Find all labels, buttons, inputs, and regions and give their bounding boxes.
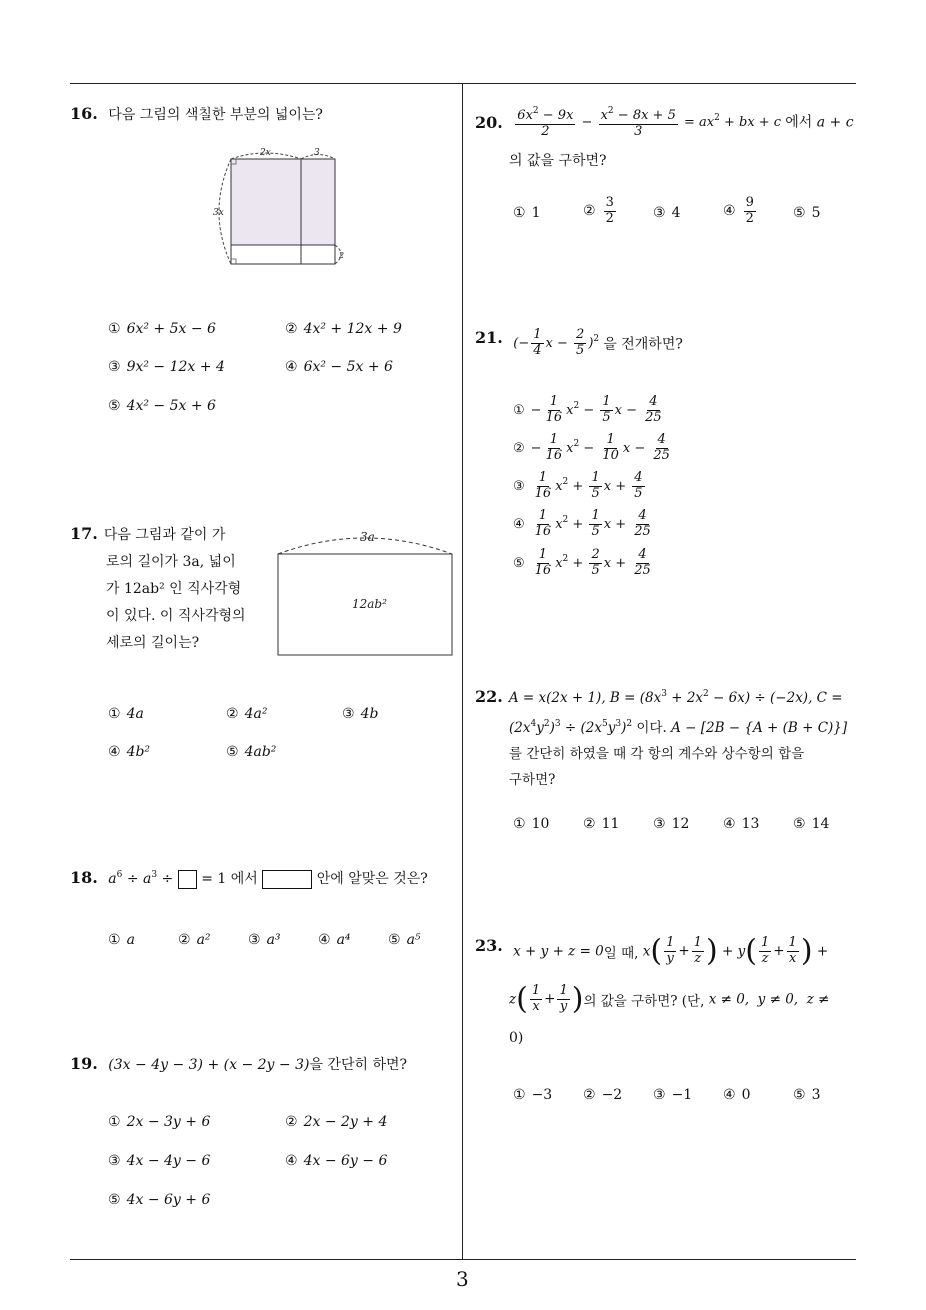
q20-choice-2-text: $\frac{3}{2}$ — [605, 195, 614, 226]
q23-line-2: z( $\frac{1}{x}$ + $\frac{1}{y}$ )의 값을 구하면? (단, x ≠ 0, y ≠ 0, z ≠ — [509, 981, 830, 1017]
q16-choice-4-text: 6x² − 5x + 6 — [303, 359, 393, 375]
q20-choice-5[interactable] — [793, 205, 820, 221]
q19-choice-3[interactable] — [108, 1153, 210, 1169]
q19-choice-4-text: 4x − 6y − 6 — [303, 1153, 388, 1169]
q16-number: 16. — [70, 104, 98, 123]
q20-choice-3-text: 4 — [671, 205, 681, 221]
q18-choice-5-marker: ⑤ — [388, 932, 401, 948]
q19-choice-5[interactable] — [108, 1192, 210, 1208]
q16-label-2: 2 — [339, 251, 345, 260]
q17-line-2: 로의 길이가 3a, 넓이 — [106, 554, 236, 570]
q22-choice-3-text: 12 — [671, 816, 690, 832]
q19-choice-1-text: 2x − 3y + 6 — [126, 1114, 211, 1130]
q23-number: 23. — [475, 936, 503, 955]
q20-choice-4-marker: ④ — [723, 203, 736, 220]
q21-heading — [475, 328, 683, 359]
q19-choice-3-text: 4x − 4y − 6 — [126, 1153, 211, 1169]
q19-heading — [70, 1054, 407, 1074]
q19-number: 19. — [70, 1054, 98, 1073]
q22-choice-4-text: 13 — [741, 816, 760, 832]
q20-a-plus-c: a + c — [816, 114, 854, 131]
q21-choice-4-marker: ④ — [513, 516, 525, 532]
q21-choice-2[interactable]: ② − $\frac{1}{16}$ $x^2$ − $\frac{1}{10}$ x − $\frac{4}{25}$ — [513, 432, 670, 463]
q20-choice-5-marker: ⑤ — [793, 205, 806, 221]
q20-number: 20. — [475, 112, 503, 132]
q17-choice-2[interactable] — [226, 706, 267, 722]
q17-text-block — [70, 520, 246, 657]
q17-label-3a: 3a — [360, 530, 375, 544]
q19-choice-4-marker: ④ — [285, 1153, 298, 1169]
q16-choice-1-marker: ① — [108, 321, 121, 337]
q22-choice-5[interactable] — [793, 816, 829, 832]
q23-choice-2-marker: ② — [583, 1087, 596, 1103]
q16-label-2x: 2x — [260, 148, 271, 158]
q16-choice-3-marker: ③ — [108, 359, 121, 375]
q21-prompt-tail: 을 전개하면? — [603, 336, 683, 353]
q19-choice-4[interactable] — [285, 1153, 387, 1169]
q18-text-mid: = 1 에서 — [201, 871, 258, 887]
column-divider — [462, 83, 463, 1260]
q16-choice-1-text: 6x² + 5x − 6 — [126, 321, 216, 337]
q20-expression: $\frac{6x^2 - 9x}{2}$ − $\frac{x^2 - 8x + 5}{3}$ = $ax^2$ + bx + c — [517, 106, 786, 139]
q16-choice-4[interactable] — [285, 359, 393, 375]
q18-choice-2-text: a² — [196, 932, 211, 948]
q21-choice-2-marker: ② — [513, 440, 525, 456]
q21-choice-1[interactable]: ① − $\frac{1}{16}$ $x^2$ − $\frac{1}{5}$ x − $\frac{4}{25}$ — [513, 394, 662, 425]
q23-choice-5-text: 3 — [811, 1087, 821, 1103]
q23-choice-5[interactable] — [793, 1087, 820, 1103]
q21-choice-1-marker: ① — [513, 402, 525, 418]
q19-choice-1[interactable] — [108, 1114, 210, 1130]
q22-choice-4-marker: ④ — [723, 816, 736, 832]
q18-choice-4-marker: ④ — [318, 932, 331, 948]
q20-choice-1-marker: ① — [513, 205, 526, 221]
q17-choice-1[interactable] — [108, 706, 144, 722]
q22-choice-3[interactable] — [653, 816, 689, 832]
q17-choice-1-text: 4a — [126, 706, 144, 722]
q20-line2: 의 값을 구하면? — [509, 153, 607, 169]
q19-expression: (3x − 4y − 3) + (x − 2y − 3) — [108, 1057, 310, 1073]
q18-small-blank[interactable] — [178, 870, 197, 889]
q23-choice-3[interactable] — [653, 1087, 692, 1103]
q22-line-1: 22. A = x(2x + 1), $B = (8x^3 + 2x^2 - 6x) \div (-2x)$, C = — [475, 687, 843, 706]
q22-choice-1[interactable] — [513, 816, 549, 832]
q23-choice-4[interactable] — [723, 1087, 750, 1103]
q19-prompt-tail: 을 간단히 하면? — [309, 1057, 408, 1073]
q23-choice-5-marker: ⑤ — [793, 1087, 806, 1103]
q16-figure — [205, 142, 355, 272]
q20-text-mid: 에서 — [785, 114, 813, 131]
q17-line-4: 이 있다. 이 직사각형의 — [106, 608, 246, 624]
q16-choice-2[interactable] — [285, 321, 402, 337]
q18-choice-5-text: a⁵ — [406, 932, 421, 948]
q19-choice-2[interactable] — [285, 1114, 387, 1130]
q16-choice-3-text: 9x² − 12x + 4 — [126, 359, 225, 375]
q17-line-5: 세로의 길이는? — [106, 635, 200, 651]
q18-choice-1-text: a — [126, 932, 135, 948]
q18-choice-4[interactable] — [318, 932, 351, 948]
q20-choice-2[interactable] — [583, 196, 618, 227]
q18-expression: $a^6 \div a^3$ ÷ — [108, 870, 178, 887]
bottom-rule — [70, 1259, 856, 1260]
q18-choice-2-marker: ② — [178, 932, 191, 948]
q21-choice-5-marker: ⑤ — [513, 555, 525, 571]
q23-choice-3-marker: ③ — [653, 1087, 666, 1103]
q23-choice-4-text: 0 — [741, 1087, 751, 1103]
q17-line-1: 다음 그림과 같이 가 — [103, 527, 226, 543]
q17-choice-5-marker: ⑤ — [226, 744, 239, 760]
q23-choice-3-text: −1 — [671, 1087, 693, 1103]
q19-choice-2-text: 2x − 2y + 4 — [303, 1114, 388, 1130]
q20-choice-1[interactable] — [513, 205, 540, 221]
q18-choice-5[interactable] — [388, 932, 421, 948]
q20-choice-4[interactable] — [723, 196, 758, 227]
q17-label-area: 12ab² — [352, 597, 387, 611]
q23-choice-2[interactable] — [583, 1087, 622, 1103]
q17-number: 17. — [70, 524, 98, 543]
q18-choice-3-marker: ③ — [248, 932, 261, 948]
q21-number: 21. — [475, 328, 503, 347]
q18-choice-1-marker: ① — [108, 932, 121, 948]
q16-shaded-region — [231, 159, 335, 245]
q18-text-end: 안에 알맞은 것은? — [316, 871, 428, 887]
q23-choice-4-marker: ④ — [723, 1087, 736, 1103]
q23-choice-1[interactable] — [513, 1087, 552, 1103]
q17-choice-4-marker: ④ — [108, 744, 121, 760]
q19-choice-1-marker: ① — [108, 1114, 121, 1130]
q16-heading — [70, 104, 323, 124]
q17-choice-3[interactable] — [342, 706, 378, 722]
q16-label-3: 3 — [314, 148, 320, 158]
q16-choice-3[interactable] — [108, 359, 225, 375]
q22-choice-2-text: 11 — [601, 816, 620, 832]
q18-choice-4-text: a⁴ — [336, 932, 351, 948]
q22-choice-3-marker: ③ — [653, 816, 666, 832]
q17-choice-2-text: 4a² — [244, 706, 268, 722]
q16-choice-5[interactable] — [108, 398, 216, 414]
q16-choice-5-marker: ⑤ — [108, 398, 121, 414]
q20-choice-5-text: 5 — [811, 205, 821, 221]
q22-choice-1-marker: ① — [513, 816, 526, 832]
q19-choice-5-text: 4x − 6y + 6 — [126, 1192, 211, 1208]
q18-choice-3[interactable] — [248, 932, 281, 948]
q18-answer-blank[interactable] — [262, 870, 312, 889]
q16-choice-5-text: 4x² − 5x + 6 — [126, 398, 216, 414]
q18-choice-3-text: a³ — [266, 932, 281, 948]
q19-choice-3-marker: ③ — [108, 1153, 121, 1169]
q22-choice-5-text: 14 — [811, 816, 830, 832]
q20-choice-3-marker: ③ — [653, 205, 666, 221]
q23-choice-1-marker: ① — [513, 1087, 526, 1103]
q22-line-4: 구하면? — [509, 772, 556, 788]
q23-text-when: 일 때, — [603, 945, 639, 962]
q16-choice-2-text: 4x² + 12x + 9 — [303, 321, 402, 337]
q20-choice-4-text: $\frac{9}{2}$ — [745, 195, 754, 226]
q16-choice-1[interactable] — [108, 321, 216, 337]
q22-text-line2: 이다. — [636, 720, 667, 736]
q16-prompt: 다음 그림의 색칠한 부분의 넓이는? — [108, 107, 323, 123]
q22-choice-5-marker: ⑤ — [793, 816, 806, 832]
q16-choice-2-marker: ② — [285, 321, 298, 337]
q17-line-3: 가 12ab² 인 직사각형 — [106, 581, 242, 597]
q16-label-3x: 3x — [213, 208, 224, 218]
q22-choice-4[interactable] — [723, 816, 759, 832]
q17-choice-5[interactable] — [226, 744, 276, 760]
q22-block — [475, 681, 847, 793]
q23-choice-2-text: −2 — [601, 1087, 623, 1103]
q21-choice-3-marker: ③ — [513, 478, 525, 494]
q22-line-3: 를 간단히 하였을 때 각 항의 계수와 상수항의 합을 — [509, 746, 805, 762]
q17-choice-5-text: 4ab² — [244, 744, 277, 760]
q22-line-2: $(2x^4y^2)^3 \div (2x^5y^3)^2$ 이다. A − [2B − {A + (B + C)}] — [509, 719, 848, 736]
q22-choice-2[interactable] — [583, 816, 619, 832]
q17-choice-2-marker: ② — [226, 706, 239, 722]
q23-text-tail: 의 값을 구하면? (단, — [583, 993, 705, 1010]
q18-number: 18. — [70, 868, 98, 887]
q17-choice-3-text: 4b — [360, 706, 379, 722]
q20-choice-1-text: 1 — [531, 205, 541, 221]
q17-choice-1-marker: ① — [108, 706, 121, 722]
q21-choice-5[interactable]: ⑤ $\frac{1}{16}$ $x^2$ + $\frac{2}{5}$ x + $\frac{4}{25}$ — [513, 547, 651, 578]
q17-choice-4[interactable] — [108, 744, 150, 760]
q23-line-3: 0) — [509, 1030, 524, 1046]
q22-choice-1-text: 10 — [531, 816, 550, 832]
q23-line-1: 23. x + y + z = 0일 때, x( $\frac{1}{y}$ + $\frac{1}{z}$ ) + y( $\frac{1}{z}$ + $\frac{1}{x}$ ) + — [475, 933, 829, 969]
q22-choice-2-marker: ② — [583, 816, 596, 832]
q18-choice-2[interactable] — [178, 932, 211, 948]
q21-choice-3[interactable]: ③ $\frac{1}{16}$ $x^2$ + $\frac{1}{5}$ x + $\frac{4}{5}$ — [513, 470, 643, 501]
page-number: 3 — [456, 1267, 469, 1291]
q20-choice-3[interactable] — [653, 205, 680, 221]
q18-choice-1[interactable] — [108, 932, 135, 948]
q23-choice-1-text: −3 — [531, 1087, 553, 1103]
q17-figure — [270, 524, 462, 660]
q21-expression: (− $\frac{1}{4}$ x − $\frac{2}{5}$ )$^2$ — [513, 327, 600, 358]
q19-choice-5-marker: ⑤ — [108, 1192, 121, 1208]
q20-heading — [475, 106, 854, 140]
q22-number: 22. — [475, 687, 503, 706]
q20-choice-2-marker: ② — [583, 203, 596, 220]
q21-choice-4[interactable]: ④ $\frac{1}{16}$ $x^2$ + $\frac{1}{5}$ x + $\frac{4}{25}$ — [513, 508, 651, 539]
q18-heading — [70, 868, 428, 889]
top-rule — [70, 83, 856, 84]
q16-choice-4-marker: ④ — [285, 359, 298, 375]
q19-choice-2-marker: ② — [285, 1114, 298, 1130]
q17-choice-3-marker: ③ — [342, 706, 355, 722]
q17-choice-4-text: 4b² — [126, 744, 151, 760]
